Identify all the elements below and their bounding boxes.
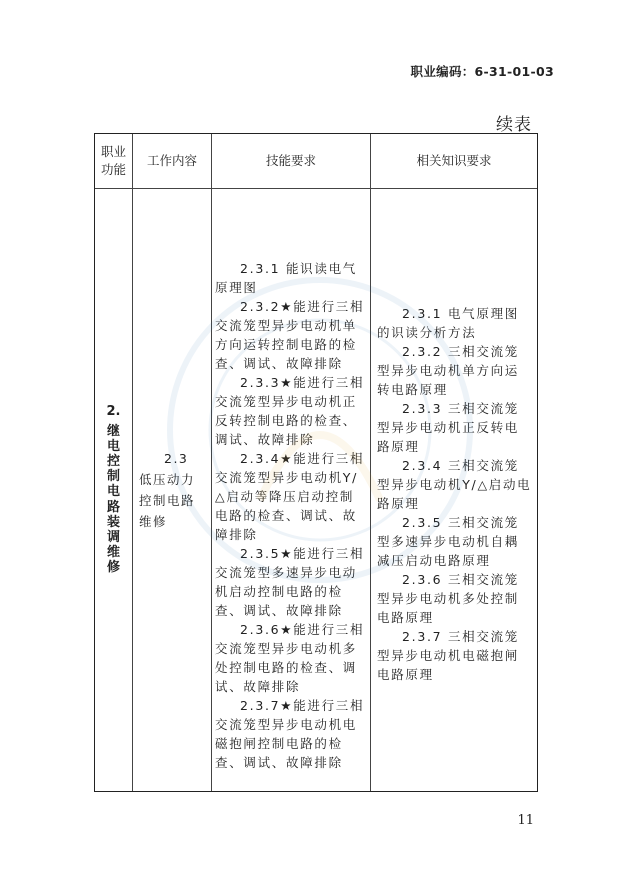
work-content-cell [133, 189, 211, 791]
skill-item: 2.3.4★能进行三相交流笼型异步电动机Y/△启动等降压启动控制电路的检查、调试、故障排除 [215, 451, 365, 542]
occupation-code: 职业编码：6-31-01-03 [410, 64, 554, 79]
column-divider [370, 134, 371, 791]
header-work-content-label: 工作内容 [146, 153, 197, 168]
skill-item: 2.3.2★能进行三相交流笼型异步电动机单方向运转控制电路的检查、调试、故障排除 [215, 299, 365, 371]
header-skills-label: 技能要求 [265, 153, 316, 168]
header-function [95, 134, 132, 188]
function-number: 2. [106, 404, 121, 420]
knowledge-list [377, 304, 533, 684]
page-number: 11 [517, 813, 534, 828]
knowledge-item: 2.3.6 三相交流笼型异步电动机多处控制电路原理 [377, 572, 520, 625]
knowledge-item: 2.3.1 电气原理图的识读分析方法 [377, 306, 519, 340]
function-name: 继电控制电路装调维修 [106, 423, 120, 576]
header-knowledge [371, 134, 537, 188]
knowledge-cell [377, 304, 533, 684]
header-skills [212, 134, 370, 188]
function-text [106, 404, 122, 575]
column-divider [211, 134, 212, 791]
knowledge-item: 2.3.4 三相交流笼型异步电动机Y/△启动电路原理 [377, 458, 532, 511]
skill-item: 2.3.7★能进行三相交流笼型异步电动机电磁抱闸控制电路的检查、调试、故障排除 [215, 698, 365, 770]
skill-item: 2.3.3★能进行三相交流笼型异步电动机正反转控制电路的检查、调试、故障排除 [215, 375, 365, 447]
knowledge-item: 2.3.7 三相交流笼型异步电动机电磁抱闸电路原理 [377, 629, 520, 682]
knowledge-item: 2.3.2 三相交流笼型异步电动机单方向运转电路原理 [377, 344, 520, 397]
skill-item: 2.3.1 能识读电气原理图 [215, 261, 357, 295]
work-content-text: 2.3 低压动力控制电路维修 [139, 451, 196, 529]
skills-table [94, 133, 538, 792]
skill-item: 2.3.5★能进行三相交流笼型多速异步电动机启动控制电路的检查、调试、故障排除 [215, 546, 365, 618]
header-work-content [133, 134, 211, 188]
skill-item: 2.3.6★能进行三相交流笼型异步电动机多处控制电路的检查、调试、故障排除 [215, 622, 365, 694]
function-cell [95, 189, 132, 791]
header-function-label: 职业 功能 [100, 144, 126, 177]
knowledge-item: 2.3.3 三相交流笼型异步电动机正反转电路原理 [377, 401, 520, 454]
header-knowledge-label: 相关知识要求 [416, 153, 492, 168]
skills-list [215, 259, 367, 772]
skills-cell [215, 259, 367, 772]
knowledge-item: 2.3.5 三相交流笼型多速异步电动机自耦减压启动电路原理 [377, 515, 520, 568]
continued-label: 续表 [496, 115, 532, 135]
